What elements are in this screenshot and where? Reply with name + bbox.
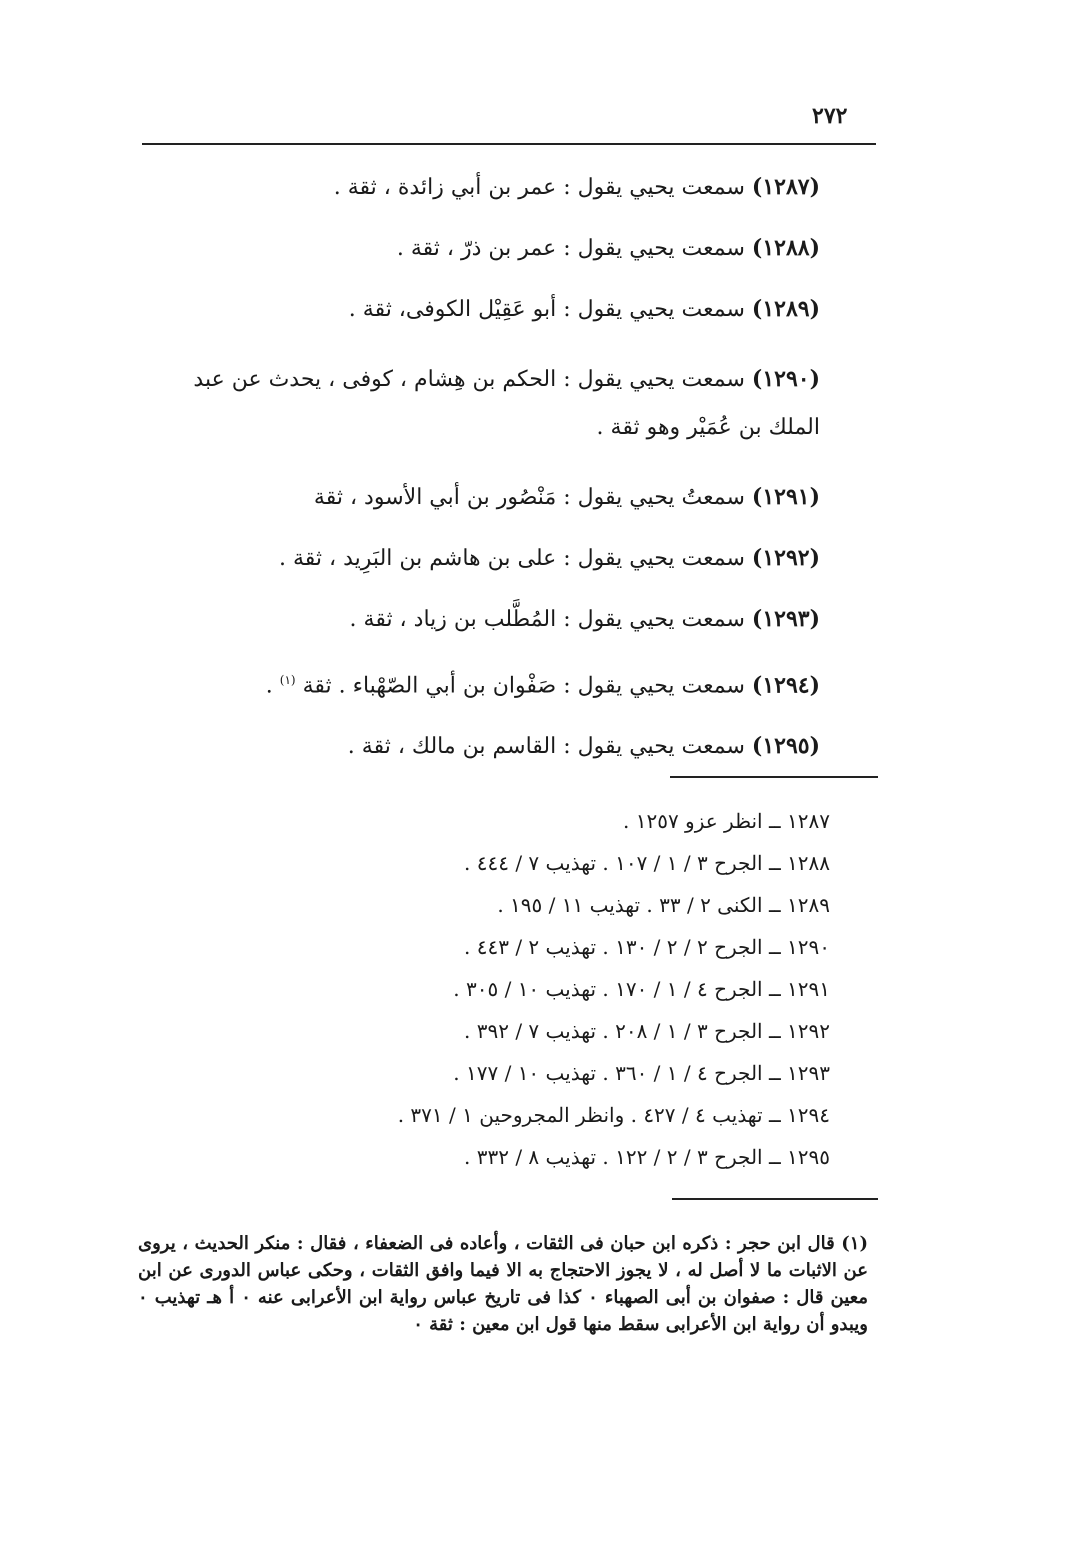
footnote-marker: (١) [279,673,296,687]
reference-line: ١٢٩٠ ــ الجرح ٢ / ٢ / ١٣٠ . تهذيب ٢ / ٤٤٣ . [464,935,830,959]
entry-number: (١٢٩٣) [751,606,820,632]
reference-line: ١٢٨٧ ــ انظر عزو ١٢٥٧ . [623,809,830,833]
entry-number: (١٢٩٥) [751,733,820,760]
entry-text: سمعت يحيي يقول : على بن هاشم بن البَرِيد ، ثقة . [279,546,745,571]
entry-tail: . [265,673,273,699]
reference-line: ١٢٩٥ ــ الجرح ٣ / ٢ / ١٢٢ . تهذيب ٨ / ٣٣٢ . [464,1145,830,1169]
entry-text: سمعت يحيي يقول : الحكم بن هِشام ، كوفى ، يحدث عن عبد الملك بن عُمَيْر وهو ثقة . [193,367,820,440]
entry-number: (١٢٩٠) [751,366,820,392]
entry-text: سمعت يحيي يقول : أبو عَقِيْل الكوفى، ثقة . [348,297,745,322]
entry-text: سمعت يحيي يقول : القاسم بن مالك ، ثقة . [347,734,745,760]
references-rule [670,776,878,778]
entry-text: سمعت يحيي يقول : عمر بن ذرّ ، ثقة . [396,236,745,261]
entry-1288 [140,233,870,264]
top-rule [142,143,876,145]
reference-line: ١٢٩٤ ــ تهذيب ٤ / ٤٢٧ . وانظر المجروحين ١ / ٣٧١ . [397,1103,830,1127]
entry-number: (١٢٨٨) [751,235,820,261]
entry-number: (١٢٩١) [751,484,820,510]
reference-line: ١٢٨٨ ــ الجرح ٣ / ١ / ١٠٧ . تهذيب ٧ / ٤٤٤ . [464,851,830,875]
entry-1293 [140,604,870,635]
reference-line: ١٢٩١ ــ الجرح ٤ / ١ / ١٧٠ . تهذيب ١٠ / ٣٠٥ . [453,977,830,1001]
footnote: (١) قال ابن حجر : ذكره ابن حبان فى الثقات ، وأعاده فى الضعفاء ، فقال : منكر الحديث ، يروى عن الاثبات ما لا أصل له ، لا يجوز الاحتجاج به الا فيما وافق الثقات ، وحكى عباس الدورى عن ابن معين قال : صفوان بن أبى الصهباء ٠ كذا فى تاريخ عباس رواية ابن الأعرابى عنه ٠ أ هـ تهذيب ٠ ويبدو أن رواية ابن الأعرابى سقط منها قول ابن معين : ثقة ٠ [138,1233,869,1335]
reference-line: ١٢٩٢ ــ الجرح ٣ / ١ / ٢٠٨ . تهذيب ٧ / ٣٩٢ . [464,1019,830,1043]
entry-text: سمعت يحيي يقول : عمر بن أبي زائدة ، ثقة . [333,175,745,200]
entry-number: (١٢٨٧) [751,174,820,200]
entry-text: سمعت يحيي يقول : صَفْوان بن أبي الصّهْباء . ثقة [302,673,745,699]
entry-text: سمعت يحيي يقول : المُطَّلب بن زياد ، ثقة . [349,607,745,632]
entry-text: سمعتُ يحيي يقول : مَنْصُور بن أبي الأسود ، ثقة [313,485,745,510]
reference-line: ١٢٩٣ ــ الجرح ٤ / ١ / ٣٦٠ . تهذيب ١٠ / ١٧٧ . [453,1061,830,1085]
entry-number: (١٢٨٩) [751,296,820,322]
entry-1290 [140,355,870,452]
references-list [300,800,830,1178]
entry-1292 [140,543,870,574]
entry-1294 [140,665,870,701]
page-number: ٢٧٢ [812,103,848,129]
entry-1289 [140,294,870,325]
entry-number: (١٢٩٢) [751,545,820,571]
entry-1287 [140,172,870,203]
entry-1295 [140,731,870,762]
footnote-rule [672,1198,878,1200]
reference-line: ١٢٨٩ ــ الكنى ٢ / ٣٣ . تهذيب ١١ / ١٩٥ . [497,893,830,917]
entry-1291 [140,482,870,513]
main-text [140,172,870,792]
entry-number: (١٢٩٤) [751,672,820,699]
